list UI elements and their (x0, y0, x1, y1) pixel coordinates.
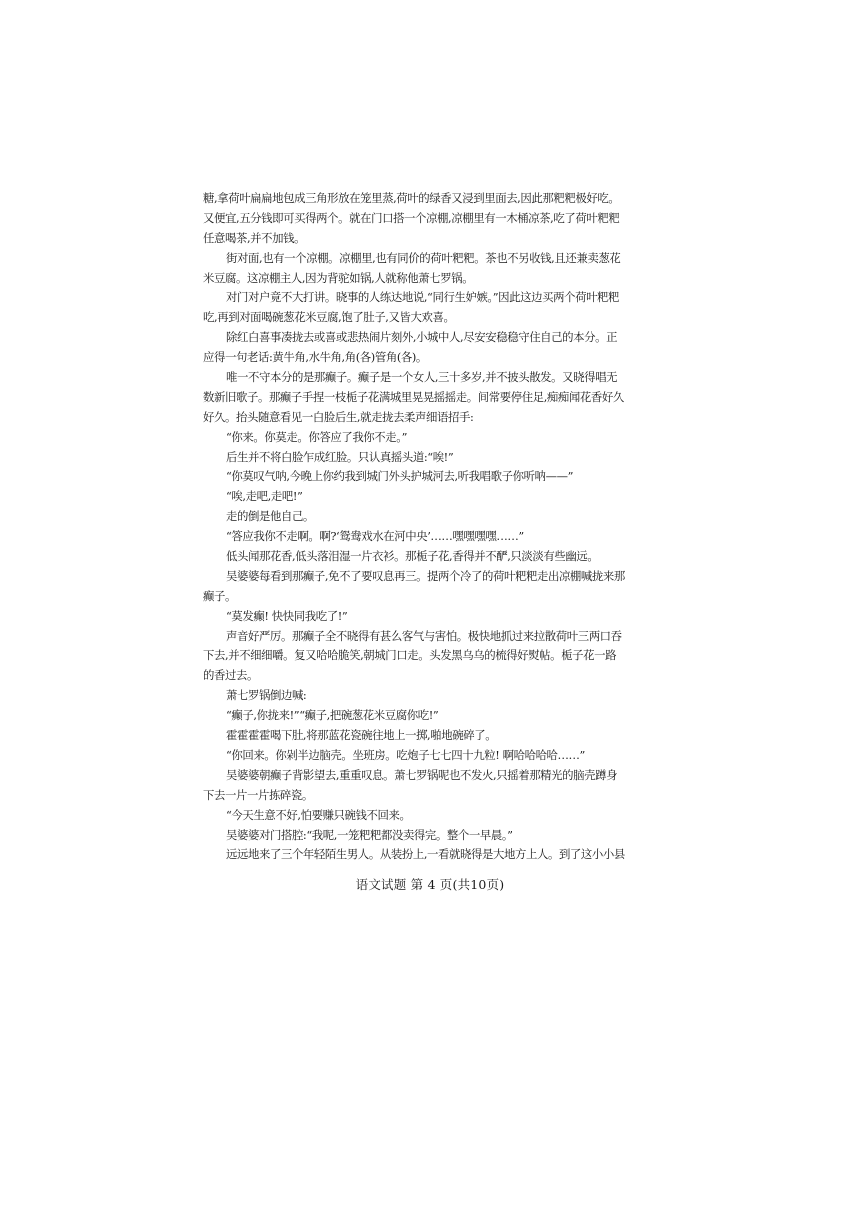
passage-line: 唯一不守本分的是那癫子。癫子是一个女人,三十多岁,并不披头散发。又晓得唱无 (226, 370, 618, 385)
passage-line: “今天生意不好,怕要赚只碗钱不回来。 (226, 807, 411, 822)
passage-line: “你来。你莫走。你答应了我你不走。” (226, 429, 407, 444)
passage-body (203, 189, 665, 865)
passage-line: 的香过去。 (203, 668, 258, 683)
passage-line: 任意喝茶,并不加钱。 (203, 230, 306, 245)
passage-line: “唉,走吧,走吧!” (226, 489, 303, 504)
passage-line: 应得一句老话:黄牛角,水牛角,角(各)管角(各)。 (203, 350, 427, 365)
passage-line: 除红白喜事凑拢去或喜或悲热闹片刻外,小城中人,尽安安稳稳守住自己的本分。正 (226, 330, 618, 345)
page-footer: 语文试题 第 4 页(共10页) (355, 877, 505, 892)
passage-line: 远远地来了三个年轻陌生男人。从装扮上,一看就晓得是大地方上人。到了这小小县 (226, 847, 625, 862)
passage-line: 下去一片一片拣碎瓷。 (203, 787, 313, 802)
passage-line: 低头闻那花香,低头落泪湿一片衣衫。那栀子花,香得并不酽,只淡淡有些幽远。 (226, 549, 599, 564)
passage-line: 霍霍霍霍喝下肚,将那蓝花瓷碗往地上一掷,啪地碗碎了。 (226, 728, 497, 743)
passage-line: “答应我你不走啊。啊?‘鸳鸯戏水在河中央’……嘿嘿嘿嘿……” (226, 529, 524, 544)
passage-line: 后生并不将白脸乍成红脸。只认真摇头道:“唉!” (226, 449, 454, 464)
passage-line: “癫子,你拢来!”“癫子,把碗葱花米豆腐你吃!” (226, 708, 439, 723)
passage-line: “你莫叹气呐,今晚上你约我到城门外头护城河去,听我唱歌子你听呐——” (226, 469, 574, 484)
passage-line: 街对面,也有一个凉棚。凉棚里,也有同价的荷叶粑粑。茶也不另收钱,且还兼卖葱花 (226, 250, 621, 265)
passage-line: 好久。抬头随意看见一白脸后生,就走拢去柔声细语招手: (203, 409, 474, 424)
passage-line: “你回来。你剁半边脑壳。坐班房。吃炮子七七四十九粒! 啊哈哈哈哈……” (226, 747, 585, 762)
passage-line: 数新旧歌子。那癫子手捏一枝栀子花满城里晃晃摇摇走。间常要停住足,痴痴闻花香好久 (203, 389, 624, 404)
passage-line: 萧七罗锅倒边喊: (226, 688, 307, 703)
passage-line: 吃,再到对面喝碗葱花米豆腐,饱了肚子,又皆大欢喜。 (203, 310, 455, 325)
passage-line: 癫子。 (203, 588, 236, 603)
passage-line: 吴婆婆对门搭腔:“我呢,一笼粑粑都没卖得完。整个一早晨。” (226, 827, 513, 842)
passage-line: 米豆腐。这凉棚主人,因为背驼如锅,人就称他萧七罗锅。 (203, 270, 474, 285)
passage-line: 糖,拿荷叶扁扁地包成三角形放在笼里蒸,荷叶的绿香又浸到里面去,因此那粑粑极好吃。 (203, 191, 620, 205)
passage-line: 吴婆婆朝癫子背影望去,重重叹息。萧七罗锅呢也不发火,只摇着那精光的脑壳蹲身 (226, 767, 618, 782)
passage-line: 下去,并不细细嚼。复又哈哈脆笑,朝城门口走。头发黑乌乌的梳得好熨帖。栀子花一路 (203, 648, 617, 663)
passage-line: “莫发癫! 快快同我吃了!” (226, 608, 348, 623)
passage-line: 走的倒是他自己。 (226, 509, 314, 524)
passage-line: 声音好严厉。那癫子全不晓得有甚么客气与害怕。极快地抓过来拉散荷叶三两口吞 (226, 628, 622, 643)
passage-line: 吴婆婆每看到那癫子,免不了要叹息再三。提两个冷了的荷叶粑粑走出凉棚喊拢来那 (226, 568, 625, 583)
passage-line: 对门对户竟不大打讲。晓事的人练达地说,“同行生妒嫉。”因此这边买两个荷叶粑粑 (226, 290, 620, 305)
passage-line: 又便宜,五分钱即可买得两个。就在门口搭一个凉棚,凉棚里有一木桶凉茶,吃了荷叶粑粑 (203, 210, 620, 225)
